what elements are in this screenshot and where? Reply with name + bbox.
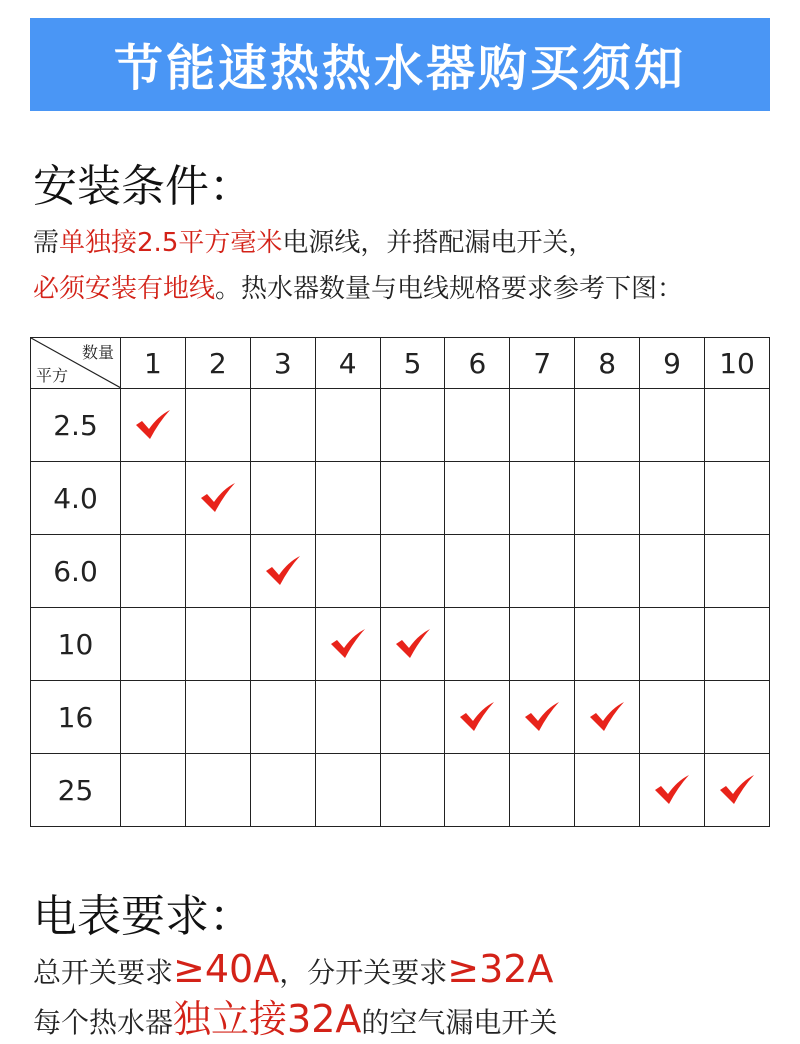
table-cell [575, 535, 640, 608]
checkmark-path [266, 556, 300, 585]
table-cell [121, 462, 186, 535]
table-cell [121, 681, 186, 754]
red-checkmark-icon [653, 773, 691, 807]
table-cell [445, 535, 510, 608]
table-cell [315, 535, 380, 608]
table-cell [380, 389, 445, 462]
red-checkmark-icon [718, 773, 756, 807]
column-header-quantity: 1 [121, 338, 186, 389]
table-cell [510, 535, 575, 608]
table-cell [380, 754, 445, 827]
table-cell [250, 535, 315, 608]
text-segment: 电源线，并搭配漏电开关， [282, 228, 595, 258]
wire-spec-table [30, 337, 770, 827]
table-corner-cell [31, 338, 121, 389]
table-cell [380, 535, 445, 608]
install-line-2 [33, 268, 683, 305]
install-conditions-heading: 安装条件： [33, 161, 253, 212]
table-cell [705, 535, 770, 608]
text-segment: 。热水器数量与电线规格要求参考下图： [215, 274, 684, 304]
red-checkmark-icon [588, 700, 626, 734]
table-cell [575, 754, 640, 827]
checkmark-path [331, 629, 365, 658]
red-checkmark-icon [264, 554, 302, 588]
highlighted-text: 单独接2.5平方毫米 [59, 228, 283, 258]
table-cell [445, 389, 510, 462]
table-cell [315, 681, 380, 754]
table-cell [510, 754, 575, 827]
table-row [31, 754, 770, 827]
table-cell [380, 608, 445, 681]
table-cell [510, 608, 575, 681]
text-segment: 的空气漏电开关 [361, 1006, 558, 1039]
checkmark-path [655, 775, 689, 804]
checkmark-path [201, 483, 235, 512]
table-cell [575, 608, 640, 681]
column-header-quantity: 4 [315, 338, 380, 389]
table-cell [121, 389, 186, 462]
table-cell [185, 389, 250, 462]
table-row [31, 681, 770, 754]
meter-line-2 [33, 998, 557, 1044]
table-cell [640, 462, 705, 535]
checkmark-path [720, 775, 754, 804]
highlighted-text: 独立接32A [173, 997, 362, 1041]
row-header-wire-area: 6.0 [31, 535, 121, 608]
table-cell [250, 754, 315, 827]
table-cell [705, 754, 770, 827]
table-cell [121, 535, 186, 608]
corner-area-label: 平方 [36, 366, 69, 385]
table-cell [315, 608, 380, 681]
install-line-1 [33, 222, 594, 259]
checkmark-path [396, 629, 430, 658]
table-cell [315, 389, 380, 462]
table-cell [315, 462, 380, 535]
column-header-quantity: 3 [250, 338, 315, 389]
table-cell [250, 389, 315, 462]
column-header-quantity: 2 [185, 338, 250, 389]
title-banner [30, 18, 770, 111]
row-header-wire-area: 2.5 [31, 389, 121, 462]
table-cell [315, 754, 380, 827]
checkmark-path [460, 702, 494, 731]
table-cell [445, 754, 510, 827]
table-cell [445, 462, 510, 535]
table-cell [575, 389, 640, 462]
checkmark-path [136, 410, 170, 439]
text-segment: 总开关要求 [33, 956, 174, 989]
column-header-quantity: 7 [510, 338, 575, 389]
column-header-quantity: 10 [705, 338, 770, 389]
table-cell [705, 608, 770, 681]
table-row [31, 608, 770, 681]
table-cell [185, 754, 250, 827]
table-cell [640, 608, 705, 681]
table-cell [640, 389, 705, 462]
highlighted-text: 必须安装有地线 [33, 274, 216, 304]
table-cell [185, 681, 250, 754]
table-cell [380, 462, 445, 535]
row-header-wire-area: 25 [31, 754, 121, 827]
table-cell [510, 462, 575, 535]
table-cell [640, 681, 705, 754]
table-cell [705, 462, 770, 535]
red-checkmark-icon [458, 700, 496, 734]
text-segment: 需 [33, 228, 60, 258]
table-cell [705, 681, 770, 754]
red-checkmark-icon [523, 700, 561, 734]
row-header-wire-area: 4.0 [31, 462, 121, 535]
table-cell [705, 389, 770, 462]
checkmark-path [525, 702, 559, 731]
table-cell [640, 754, 705, 827]
table-cell [250, 462, 315, 535]
row-header-wire-area: 16 [31, 681, 121, 754]
column-header-quantity: 8 [575, 338, 640, 389]
red-checkmark-icon [329, 627, 367, 661]
table-cell [640, 535, 705, 608]
highlighted-text: ≥40A [173, 947, 280, 991]
table-cell [575, 462, 640, 535]
table-row [31, 535, 770, 608]
corner-quantity-label: 数量 [81, 343, 114, 362]
column-header-quantity: 5 [380, 338, 445, 389]
table-cell [510, 681, 575, 754]
table-cell [185, 535, 250, 608]
table-cell [185, 462, 250, 535]
table-row [31, 462, 770, 535]
table-cell [445, 681, 510, 754]
table-cell [380, 681, 445, 754]
table-cell [185, 608, 250, 681]
checkmark-path [590, 702, 624, 731]
column-header-quantity: 6 [445, 338, 510, 389]
row-header-wire-area: 10 [31, 608, 121, 681]
text-segment: 每个热水器 [33, 1006, 174, 1039]
column-header-quantity: 9 [640, 338, 705, 389]
red-checkmark-icon [394, 627, 432, 661]
table-cell [250, 608, 315, 681]
table-cell [510, 389, 575, 462]
red-checkmark-icon [199, 481, 237, 515]
table-header-row [31, 338, 770, 389]
table-cell [121, 754, 186, 827]
text-segment: ，分开关要求 [279, 956, 448, 989]
table-cell [575, 681, 640, 754]
table-row [31, 389, 770, 462]
page-title: 节能速热热水器购买须知 [113, 39, 686, 97]
table-cell [445, 608, 510, 681]
red-checkmark-icon [134, 408, 172, 442]
meter-requirements-heading: 电表要求： [33, 891, 253, 942]
meter-line-1 [33, 948, 553, 994]
table-cell [121, 608, 186, 681]
highlighted-text: ≥32A [447, 947, 554, 991]
table-cell [250, 681, 315, 754]
